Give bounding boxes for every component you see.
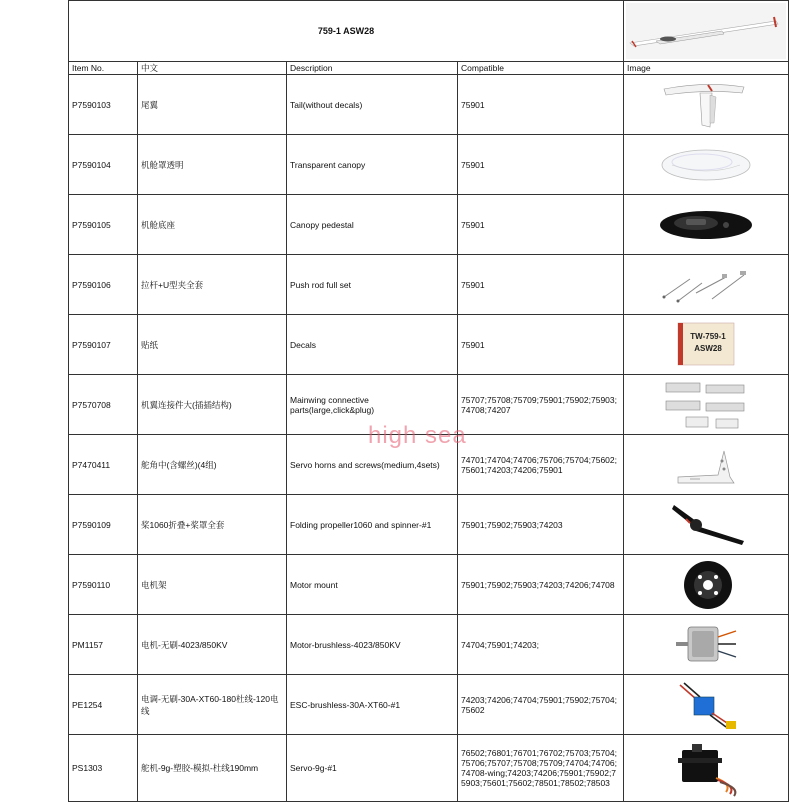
item-compatible: 75901 bbox=[458, 195, 624, 255]
table-row bbox=[69, 435, 789, 495]
item-description: Tail(without decals) bbox=[287, 75, 458, 135]
table-row bbox=[69, 315, 789, 375]
motor-mount-icon bbox=[656, 557, 756, 612]
item-compatible: 74704;75901;74203; bbox=[458, 615, 624, 675]
item-number: P7470411 bbox=[69, 435, 138, 495]
item-description: Motor-brushless-4023/850KV bbox=[287, 615, 458, 675]
decal-text-line1: TW-759-1 bbox=[690, 332, 726, 341]
item-image bbox=[624, 195, 789, 255]
canopy-icon bbox=[656, 137, 756, 192]
table-row bbox=[69, 375, 789, 435]
item-description: Canopy pedestal bbox=[287, 195, 458, 255]
col-header-item: Item No. bbox=[69, 62, 138, 75]
item-chinese: 舵角中(含螺丝)(4组) bbox=[138, 435, 287, 495]
item-compatible: 74701;74704;74706;75706;75704;75602;75601;74203;74206;75901 bbox=[458, 435, 624, 495]
item-description: Servo horns and screws(medium,4sets) bbox=[287, 435, 458, 495]
item-chinese: 电机架 bbox=[138, 555, 287, 615]
table-row bbox=[69, 135, 789, 195]
table-row bbox=[69, 75, 789, 135]
table-row bbox=[69, 255, 789, 315]
connector-icon bbox=[656, 377, 756, 432]
item-description: Push rod full set bbox=[287, 255, 458, 315]
col-header-description: Description bbox=[287, 62, 458, 75]
item-chinese: 机翼连接件大(插插结构) bbox=[138, 375, 287, 435]
servo-horn-icon bbox=[656, 437, 756, 492]
item-image bbox=[624, 675, 789, 735]
page-title: 759-1 ASW28 bbox=[69, 1, 624, 62]
servo-icon bbox=[656, 738, 756, 798]
item-description: Mainwing connective parts(large,click&plug) bbox=[287, 375, 458, 435]
item-compatible: 75901 bbox=[458, 255, 624, 315]
decal-icon bbox=[656, 317, 756, 372]
esc-icon bbox=[656, 677, 756, 732]
item-number: P7590106 bbox=[69, 255, 138, 315]
item-image bbox=[624, 435, 789, 495]
item-number: PS1303 bbox=[69, 735, 138, 802]
parts-table bbox=[68, 0, 789, 802]
item-compatible: 75901 bbox=[458, 135, 624, 195]
item-compatible: 75901;75902;75903;74203;74206;74708 bbox=[458, 555, 624, 615]
item-compatible: 75901 bbox=[458, 315, 624, 375]
table-row bbox=[69, 615, 789, 675]
item-chinese: 电调-无刷-30A-XT60-180杜线-120电线 bbox=[138, 675, 287, 735]
item-image bbox=[624, 735, 789, 802]
col-header-cn: 中文 bbox=[138, 62, 287, 75]
motor-icon bbox=[656, 617, 756, 672]
col-header-image: Image bbox=[624, 62, 789, 75]
item-number: PM1157 bbox=[69, 615, 138, 675]
title-row bbox=[69, 1, 789, 62]
item-compatible: 75901;75902;75903;74203 bbox=[458, 495, 624, 555]
pushrod-icon bbox=[656, 257, 756, 312]
item-description: Decals bbox=[287, 315, 458, 375]
item-image bbox=[624, 495, 789, 555]
item-compatible: 75901 bbox=[458, 75, 624, 135]
table-row bbox=[69, 495, 789, 555]
item-image bbox=[624, 555, 789, 615]
item-compatible: 75707;75708;75709;75901;75902;75903;74708;74207 bbox=[458, 375, 624, 435]
item-description: Motor mount bbox=[287, 555, 458, 615]
item-chinese: 尾翼 bbox=[138, 75, 287, 135]
item-number: P7590103 bbox=[69, 75, 138, 135]
col-header-compatible: Compatible bbox=[458, 62, 624, 75]
decal-text-line2: ASW28 bbox=[694, 344, 722, 353]
table-row bbox=[69, 195, 789, 255]
item-chinese: 电机-无刷-4023/850KV bbox=[138, 615, 287, 675]
item-chinese: 贴纸 bbox=[138, 315, 287, 375]
propeller-icon bbox=[656, 497, 756, 552]
item-chinese: 机舱底座 bbox=[138, 195, 287, 255]
table-row bbox=[69, 675, 789, 735]
item-description: ESC-brushless-30A-XT60-#1 bbox=[287, 675, 458, 735]
item-number: PE1254 bbox=[69, 675, 138, 735]
watermark-text: high sea bbox=[368, 422, 467, 449]
item-compatible: 76502;76801;76701;76702;75703;75704;75706;75707;75708;75709;74704;74706;74708-wing;74203;74206;75901;75902;75903;75601;75602;78501;78502;78503 bbox=[458, 735, 624, 802]
item-number: P7590110 bbox=[69, 555, 138, 615]
item-description: Transparent canopy bbox=[287, 135, 458, 195]
item-image bbox=[624, 315, 789, 375]
tail-icon bbox=[656, 77, 756, 132]
item-number: P7590109 bbox=[69, 495, 138, 555]
item-number: P7570708 bbox=[69, 375, 138, 435]
item-number: P7590104 bbox=[69, 135, 138, 195]
item-description: Folding propeller1060 and spinner-#1 bbox=[287, 495, 458, 555]
glider-image bbox=[624, 1, 789, 62]
glider-icon bbox=[626, 3, 786, 59]
item-image bbox=[624, 615, 789, 675]
item-image bbox=[624, 255, 789, 315]
item-image bbox=[624, 135, 789, 195]
item-number: P7590107 bbox=[69, 315, 138, 375]
pedestal-icon bbox=[656, 197, 756, 252]
table-row bbox=[69, 735, 789, 802]
item-compatible: 74203;74206;74704;75901;75902;75704;75602 bbox=[458, 675, 624, 735]
item-chinese: 拉杆+U型夹全套 bbox=[138, 255, 287, 315]
item-image bbox=[624, 75, 789, 135]
item-chinese: 桨1060折叠+桨罩全套 bbox=[138, 495, 287, 555]
item-chinese: 舵机-9g-塑胶-模拟-杜线190mm bbox=[138, 735, 287, 802]
header-row bbox=[69, 62, 789, 75]
item-number: P7590105 bbox=[69, 195, 138, 255]
item-description: Servo-9g-#1 bbox=[287, 735, 458, 802]
table-row bbox=[69, 555, 789, 615]
item-chinese: 机舱罩透明 bbox=[138, 135, 287, 195]
item-image bbox=[624, 375, 789, 435]
